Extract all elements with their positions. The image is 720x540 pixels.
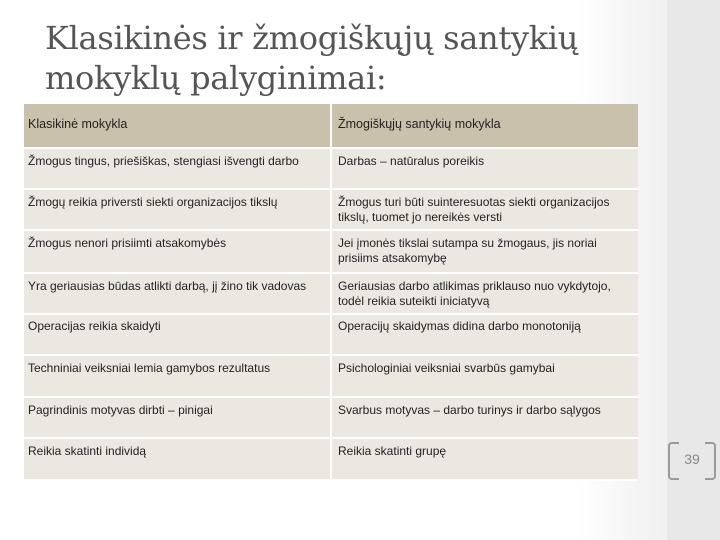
table-cell: Žmogus turi būti suinteresuotas siekti organizacijos tikslų, tuomet jo nereikės versti xyxy=(330,190,638,231)
page-number: 39 xyxy=(684,451,700,467)
table-cell: Operacijas reikia skaidyti xyxy=(24,315,330,356)
table-row xyxy=(24,398,638,439)
table-cell: Pagrindinis motyvas dirbti – pinigai xyxy=(24,398,330,439)
comparison-table xyxy=(24,104,638,481)
table-row xyxy=(24,356,638,398)
table-cell: Žmogus tingus, priešiškas, stengiasi išvengti darbo xyxy=(24,149,330,190)
table-cell: Psichologiniai veiksniai svarbūs gamybai xyxy=(330,356,638,398)
table-row xyxy=(24,439,638,481)
page-number-badge xyxy=(664,442,720,478)
slide-title: Klasikinės ir žmogiškųjų santykių mokyklų palyginimai: xyxy=(45,19,579,97)
table-row xyxy=(24,149,638,190)
table-cell: Geriausias darbo atlikimas priklauso nuo vykdytojo, todėl reikia suteikti iniciatyvą xyxy=(330,274,638,315)
table-cell: Žmogus nenori prisiimti atsakomybės xyxy=(24,231,330,274)
table-row xyxy=(24,274,638,315)
table-cell: Reikia skatinti grupę xyxy=(330,439,638,481)
table-cell: Reikia skatinti individą xyxy=(24,439,330,481)
table-row xyxy=(24,315,638,356)
table-cell: Svarbus motyvas – darbo turinys ir darbo sąlygos xyxy=(330,398,638,439)
header-human-relations-school: Žmogiškųjų santykių mokykla xyxy=(330,104,638,149)
table-row xyxy=(24,190,638,231)
table-cell: Žmogų reikia priversti siekti organizacijos tikslų xyxy=(24,190,330,231)
table-cell: Darbas – natūralus poreikis xyxy=(330,149,638,190)
table-header-row xyxy=(24,104,638,149)
table-cell: Yra geriausias būdas atlikti darbą, jį žino tik vadovas xyxy=(24,274,330,315)
table-cell: Operacijų skaidymas didina darbo monotoniją xyxy=(330,315,638,356)
table-row xyxy=(24,231,638,274)
table-cell: Jei įmonės tikslai sutampa su žmogaus, jis noriai prisiims atsakomybę xyxy=(330,231,638,274)
header-classical-school: Klasikinė mokykla xyxy=(24,104,330,149)
table-cell: Techniniai veiksniai lemia gamybos rezultatus xyxy=(24,356,330,398)
